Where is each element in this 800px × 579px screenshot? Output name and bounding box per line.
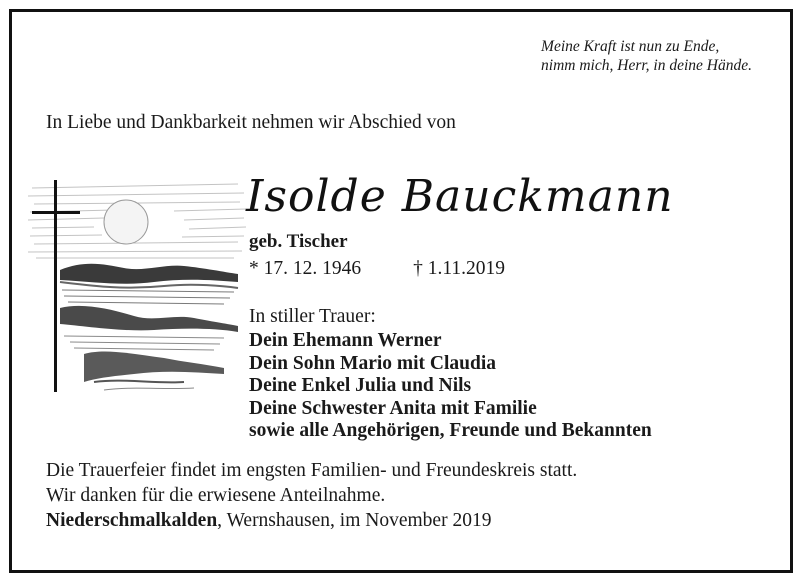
footer-line: Wir danken für die erwiesene Anteilnahme. bbox=[46, 485, 386, 506]
poem-line: Meine Kraft ist nun zu Ende, bbox=[541, 38, 720, 55]
birth-name: geb. Tischer bbox=[249, 231, 348, 252]
sun-icon bbox=[104, 200, 148, 244]
place-date: , Wernshausen, im November 2019 bbox=[217, 510, 492, 531]
footer-place-line bbox=[46, 508, 577, 533]
mourner-line: Dein Sohn Mario mit Claudia bbox=[249, 352, 497, 374]
mourners-list bbox=[249, 330, 652, 443]
intro-text: In Liebe und Dankbarkeit nehmen wir Abschied von bbox=[46, 112, 456, 133]
birth-date: * 17. 12. 1946 bbox=[249, 258, 362, 279]
deceased-name: Isolde Bauckmann bbox=[246, 171, 674, 222]
poem-line: nimm mich, Herr, in deine Hände. bbox=[541, 57, 752, 74]
footer-text bbox=[46, 458, 577, 533]
poem-verse bbox=[541, 37, 752, 75]
mourner-line: sowie alle Angehörigen, Freunde und Bekannten bbox=[249, 420, 652, 441]
footer-line: Die Trauerfeier findet im engsten Familien- und Freundeskreis statt. bbox=[46, 460, 578, 481]
mourner-line: Deine Schwester Anita mit Familie bbox=[249, 397, 537, 419]
place-name: Niederschmalkalden bbox=[46, 510, 218, 531]
cross-landscape-illustration bbox=[24, 178, 248, 394]
death-date: † 1.11.2019 bbox=[413, 258, 506, 279]
mourner-line: Deine Enkel Julia und Nils bbox=[249, 375, 472, 396]
life-dates bbox=[249, 258, 505, 280]
mourner-line: Dein Ehemann Werner bbox=[249, 330, 442, 351]
mourning-lead: In stiller Trauer: bbox=[249, 306, 376, 327]
